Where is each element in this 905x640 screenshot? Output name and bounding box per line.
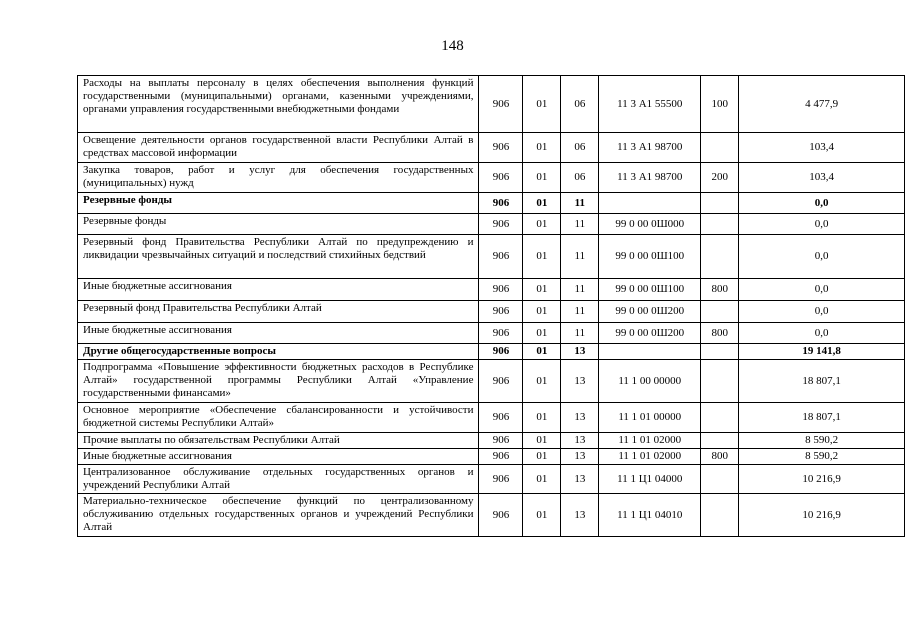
row-target-code-cell: 99 0 00 0Ш100 [599, 279, 701, 301]
row-amount-cell: 8 590,2 [739, 449, 905, 465]
row-expense-type-cell [701, 235, 739, 279]
row-subsection-cell: 13 [561, 360, 599, 403]
row-subsection-cell: 13 [561, 465, 599, 494]
row-target-code-cell: 11 1 Ц1 04010 [599, 494, 701, 537]
row-amount-cell: 0,0 [739, 301, 905, 323]
row-expense-type-cell [701, 214, 739, 235]
row-expense-type-cell: 800 [701, 323, 739, 344]
row-name-cell: Резервный фонд Правительства Республики Алтай по предупреждению и ликвидации чрезвычайных ситуаций и последствий стихийных бедствий [78, 235, 479, 279]
row-amount-cell: 18 807,1 [739, 403, 905, 433]
row-subsection-cell: 13 [561, 449, 599, 465]
row-admin-code-cell: 906 [479, 193, 523, 214]
row-admin-code-cell: 906 [479, 494, 523, 537]
row-name-cell: Другие общегосударственные вопросы [78, 344, 479, 360]
table-row [78, 449, 905, 465]
row-section-cell: 01 [523, 403, 561, 433]
row-section-cell: 01 [523, 465, 561, 494]
row-expense-type-cell [701, 344, 739, 360]
row-name-cell: Иные бюджетные ассигнования [78, 449, 479, 465]
row-target-code-cell: 11 1 00 00000 [599, 360, 701, 403]
row-name-cell: Иные бюджетные ассигнования [78, 279, 479, 301]
row-amount-cell: 0,0 [739, 323, 905, 344]
row-name-cell: Основное мероприятие «Обеспечение сбалансированности и устойчивости бюджетной системы Республики Алтай» [78, 403, 479, 433]
row-section-cell: 01 [523, 449, 561, 465]
table-row [78, 344, 905, 360]
row-target-code-cell: 11 3 А1 98700 [599, 133, 701, 163]
row-expense-type-cell [701, 301, 739, 323]
row-admin-code-cell: 906 [479, 323, 523, 344]
table-row [78, 433, 905, 449]
row-expense-type-cell [701, 403, 739, 433]
row-target-code-cell: 11 3 А1 98700 [599, 163, 701, 193]
row-admin-code-cell: 906 [479, 235, 523, 279]
row-admin-code-cell: 906 [479, 449, 523, 465]
row-admin-code-cell: 906 [479, 360, 523, 403]
row-section-cell: 01 [523, 76, 561, 133]
row-section-cell: 01 [523, 301, 561, 323]
row-expense-type-cell [701, 193, 739, 214]
row-section-cell: 01 [523, 323, 561, 344]
row-subsection-cell: 11 [561, 323, 599, 344]
row-admin-code-cell: 906 [479, 403, 523, 433]
page-number: 148 [441, 38, 464, 54]
row-subsection-cell: 13 [561, 494, 599, 537]
row-section-cell: 01 [523, 133, 561, 163]
row-admin-code-cell: 906 [479, 433, 523, 449]
row-admin-code-cell: 906 [479, 76, 523, 133]
row-amount-cell: 0,0 [739, 235, 905, 279]
row-subsection-cell: 11 [561, 193, 599, 214]
table-row [78, 214, 905, 235]
row-target-code-cell: 11 3 А1 55500 [599, 76, 701, 133]
row-expense-type-cell: 800 [701, 279, 739, 301]
table-row [78, 193, 905, 214]
row-name-cell: Освещение деятельности органов государственной власти Республики Алтай в средствах массовой информации [78, 133, 479, 163]
row-name-cell: Резервные фонды [78, 193, 479, 214]
row-amount-cell: 8 590,2 [739, 433, 905, 449]
row-subsection-cell: 11 [561, 301, 599, 323]
table-row [78, 403, 905, 433]
row-target-code-cell: 99 0 00 0Ш100 [599, 235, 701, 279]
row-amount-cell: 10 216,9 [739, 465, 905, 494]
row-target-code-cell [599, 193, 701, 214]
row-name-cell: Резервный фонд Правительства Республики Алтай [78, 301, 479, 323]
row-section-cell: 01 [523, 235, 561, 279]
row-target-code-cell: 99 0 00 0Ш200 [599, 323, 701, 344]
row-section-cell: 01 [523, 344, 561, 360]
row-amount-cell: 0,0 [739, 279, 905, 301]
row-amount-cell: 103,4 [739, 163, 905, 193]
row-section-cell: 01 [523, 433, 561, 449]
row-admin-code-cell: 906 [479, 279, 523, 301]
row-subsection-cell: 11 [561, 235, 599, 279]
row-admin-code-cell: 906 [479, 163, 523, 193]
row-amount-cell: 19 141,8 [739, 344, 905, 360]
row-subsection-cell: 13 [561, 403, 599, 433]
row-expense-type-cell [701, 465, 739, 494]
row-target-code-cell: 11 1 01 02000 [599, 449, 701, 465]
row-subsection-cell: 11 [561, 214, 599, 235]
row-expense-type-cell [701, 494, 739, 537]
row-name-cell: Резервные фонды [78, 214, 479, 235]
row-target-code-cell: 11 1 01 02000 [599, 433, 701, 449]
table-row [78, 494, 905, 537]
row-subsection-cell: 13 [561, 344, 599, 360]
row-name-cell: Подпрограмма «Повышение эффективности бюджетных расходов в Республике Алтай» государственной программы Республики Алтай «Управление государственными финансами» [78, 360, 479, 403]
row-admin-code-cell: 906 [479, 465, 523, 494]
row-section-cell: 01 [523, 279, 561, 301]
row-name-cell: Материально-техническое обеспечение функций по централизованному обслуживанию отдельных государственных органов и учреждений Республики Алтай [78, 494, 479, 537]
row-admin-code-cell: 906 [479, 214, 523, 235]
row-section-cell: 01 [523, 494, 561, 537]
table-row [78, 163, 905, 193]
row-target-code-cell [599, 344, 701, 360]
row-expense-type-cell: 800 [701, 449, 739, 465]
table-row [78, 76, 905, 133]
row-expense-type-cell [701, 133, 739, 163]
row-name-cell: Централизованное обслуживание отдельных государственных органов и учреждений Республики Алтай [78, 465, 479, 494]
row-name-cell: Расходы на выплаты персоналу в целях обеспечения выполнения функций государственными (муниципальными) органами, казенными учреждениями, органами управления государственными внебюджетными фондами [78, 76, 479, 133]
row-section-cell: 01 [523, 193, 561, 214]
budget-table [77, 75, 905, 537]
row-subsection-cell: 06 [561, 163, 599, 193]
row-expense-type-cell [701, 360, 739, 403]
row-section-cell: 01 [523, 214, 561, 235]
row-admin-code-cell: 906 [479, 133, 523, 163]
row-expense-type-cell: 100 [701, 76, 739, 133]
row-admin-code-cell: 906 [479, 301, 523, 323]
row-subsection-cell: 06 [561, 133, 599, 163]
row-amount-cell: 0,0 [739, 214, 905, 235]
row-amount-cell: 0,0 [739, 193, 905, 214]
row-amount-cell: 10 216,9 [739, 494, 905, 537]
row-target-code-cell: 11 1 01 00000 [599, 403, 701, 433]
table-row [78, 235, 905, 279]
table-row [78, 465, 905, 494]
row-name-cell: Иные бюджетные ассигнования [78, 323, 479, 344]
row-subsection-cell: 11 [561, 279, 599, 301]
table-row [78, 279, 905, 301]
row-amount-cell: 4 477,9 [739, 76, 905, 133]
row-subsection-cell: 06 [561, 76, 599, 133]
row-section-cell: 01 [523, 360, 561, 403]
budget-table-body [78, 76, 905, 537]
table-row [78, 360, 905, 403]
row-amount-cell: 103,4 [739, 133, 905, 163]
row-subsection-cell: 13 [561, 433, 599, 449]
row-expense-type-cell [701, 433, 739, 449]
table-row [78, 301, 905, 323]
row-name-cell: Прочие выплаты по обязательствам Республики Алтай [78, 433, 479, 449]
row-name-cell: Закупка товаров, работ и услуг для обеспечения государственных (муниципальных) нужд [78, 163, 479, 193]
table-row [78, 133, 905, 163]
row-amount-cell: 18 807,1 [739, 360, 905, 403]
row-section-cell: 01 [523, 163, 561, 193]
row-expense-type-cell: 200 [701, 163, 739, 193]
row-target-code-cell: 99 0 00 0Ш000 [599, 214, 701, 235]
row-admin-code-cell: 906 [479, 344, 523, 360]
row-target-code-cell: 99 0 00 0Ш200 [599, 301, 701, 323]
row-target-code-cell: 11 1 Ц1 04000 [599, 465, 701, 494]
table-row [78, 323, 905, 344]
